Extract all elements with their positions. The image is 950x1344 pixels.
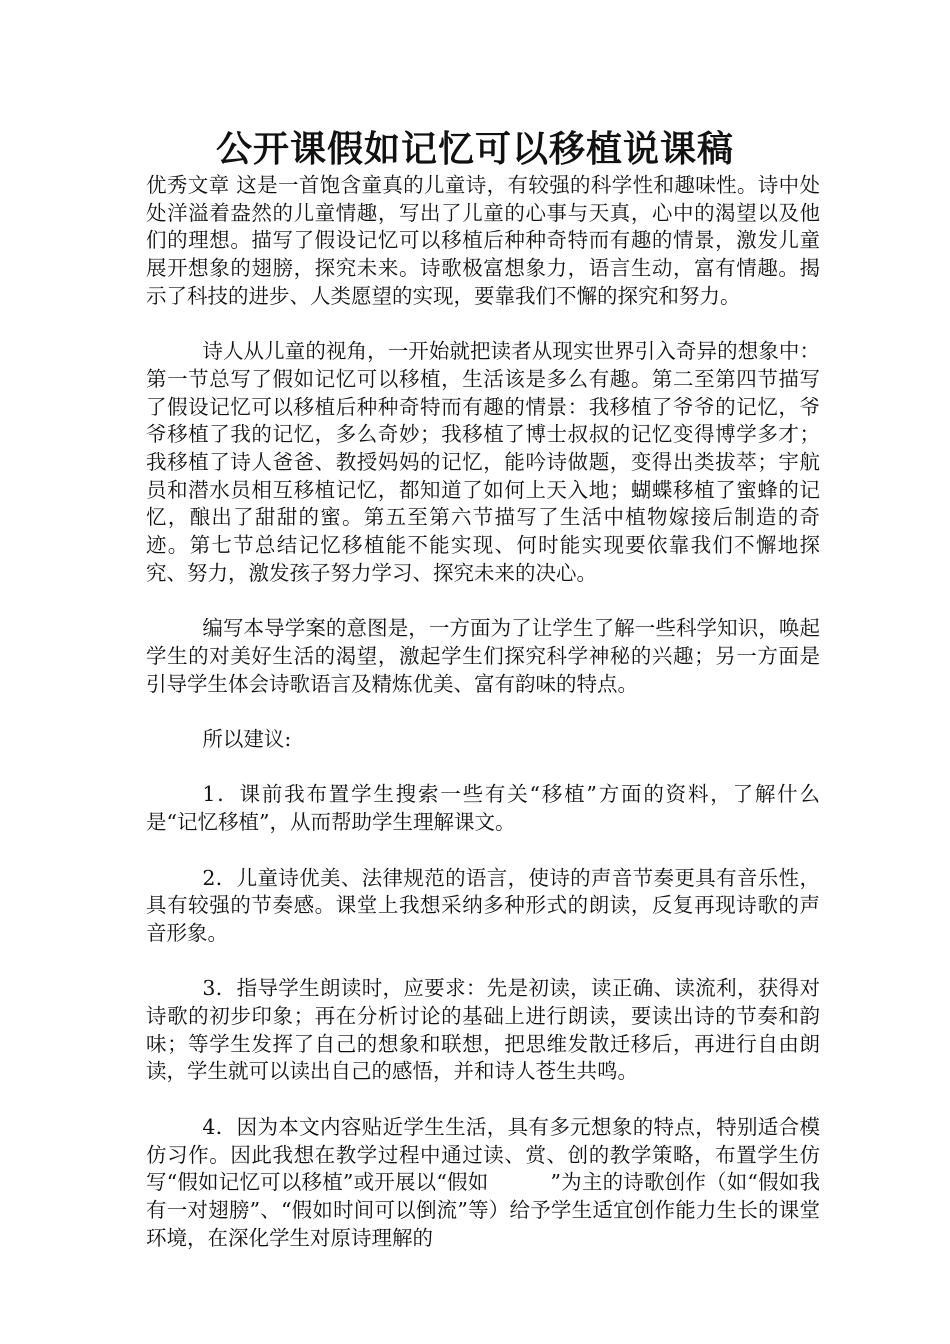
paragraph-intro: 优秀文章 这是一首饱含童真的儿童诗，有较强的科学性和趣味性。诗中处处洋溢着盎然的儿童情趣，写出了儿童的心事与天真，心中的渴望以及他们的理想。描写了假设记忆可以移植后种种奇特而有趣的情景，激发儿童展开想象的翅膀，探究未来。诗歌极富想象力，语言生动，富有情趣。揭示了科技的进步、人类愿望的实现，要靠我们不懈的探究和努力。 xyxy=(146,173,820,308)
paragraph-suggestions-heading: 所以建议: xyxy=(202,727,292,752)
paragraph-suggestion-3: 3．指导学生朗读时，应要求：先是初读，读正确、读流利，获得对诗歌的初步印象；再在分析讨论的基础上进行朗读，要读出诗的节奏和韵味；等学生发挥了自己的想象和联想，把思维发散迁移后，再进行自由朗读，学生就可以读出自己的感悟，并和诗人苍生共鸣。 xyxy=(146,976,820,1084)
paragraph-suggestion-4: 4．因为本文内容贴近学生生活，具有多元想象的特点，特别适合模仿习作。因此我想在教学过程中通过读、赏、创的教学策略，布置学生仿写“假如记忆可以移植”或开展以“假如 ”为主的诗歌创作（如“假如我有一对翅膀”、“假如时间可以倒流”等）给予学生适宜创作能力生长的课堂环境，在深化学生对原诗理解的 xyxy=(146,1114,820,1250)
paragraph-poem-analysis: 诗人从儿童的视角，一开始就把读者从现实世界引入奇异的想象中：第一节总写了假如记忆可以移植，生活该是多么有趣。第二至第四节描写了假设记忆可以移植后种种奇特而有趣的情景：我移植了爷爷的记忆，爷爷移植了我的记忆，多么奇妙；我移植了博士叔叔的记忆变得博学多才；我移植了诗人爸爸、教授妈妈的记忆，能吟诗做题，变得出类拔萃；宇航员和潜水员相互移植记忆，都知道了如何上天入地；蝴蝶移植了蜜蜂的记忆，酿出了甜甜的蜜。第五至第六节描写了生活中植物嫁接后制造的奇迹。第七节总结记忆移植能不能实现、何时能实现要依靠我们不懈地探究、努力，激发孩子努力学习、探究未来的决心。 xyxy=(146,339,820,585)
document-title: 公开课假如记忆可以移植说课稿 xyxy=(215,128,734,170)
paragraph-suggestion-2: 2．儿童诗优美、法律规范的语言，使诗的声音节奏更具有音乐性，具有较强的节奏感。课堂上我想采纳多种形式的朗读，反复再现诗歌的声音形象。 xyxy=(146,865,820,945)
paragraph-suggestion-1: 1．课前我布置学生搜索一些有关“移植”方面的资料，了解什么是“记忆移植”，从而帮助学生理解课文。 xyxy=(146,782,820,835)
paragraph-design-intent: 编写本导学案的意图是，一方面为了让学生了解一些科学知识，唤起学生的对美好生活的渴望，激起学生们探究科学神秘的兴趣；另一方面是引导学生体会诗歌语言及精炼优美、富有韵味的特点。 xyxy=(146,616,820,696)
document-body xyxy=(146,172,820,1280)
